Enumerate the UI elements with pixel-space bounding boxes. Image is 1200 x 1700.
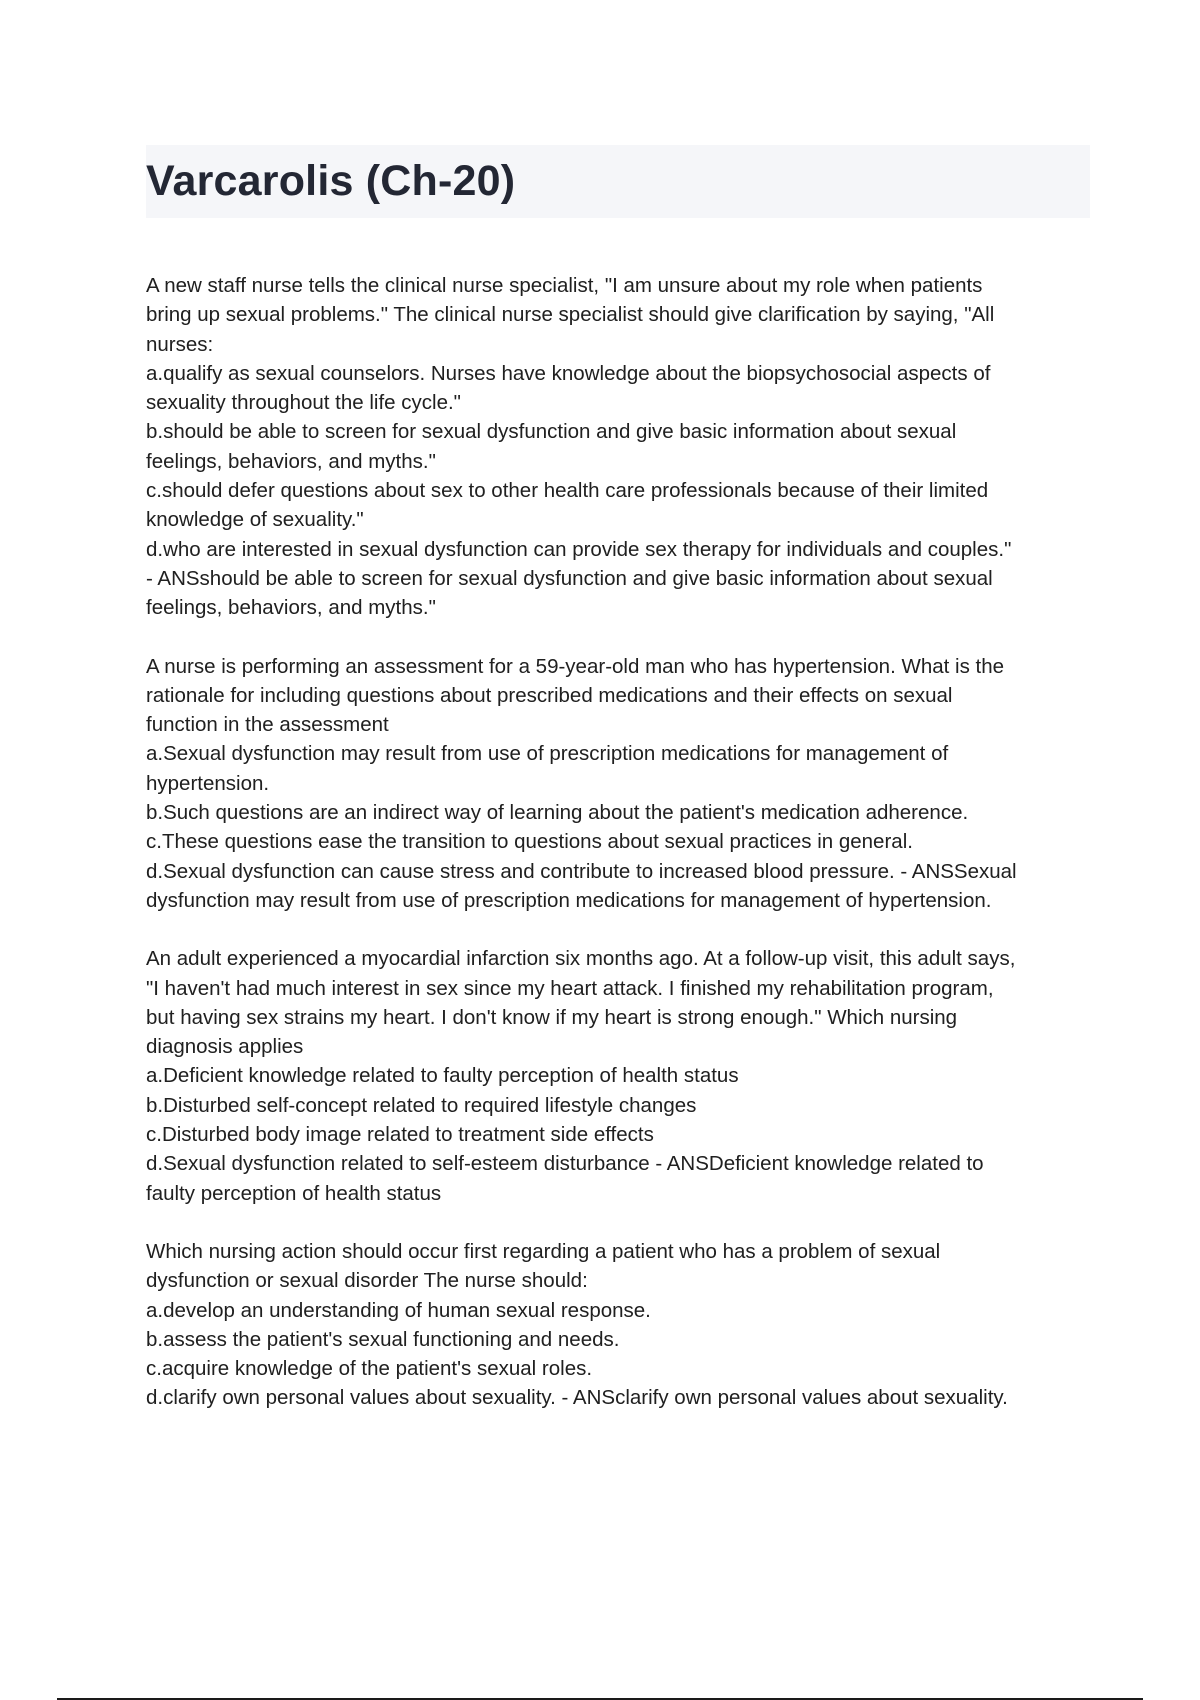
option-line: c.Disturbed body image related to treatment side effects [146,1123,654,1147]
question-line: Which nursing action should occur first regarding a patient who has a problem of sexual [146,1239,941,1263]
option-line: a.qualify as sexual counselors. Nurses have knowledge about the biopsychosocial aspects of [146,361,991,385]
title-banner [146,145,1090,218]
option-line: b.Disturbed self-concept related to required lifestyle changes [146,1093,697,1117]
question-line: bring up sexual problems." The clinical nurse specialist should give clarification by saying, "All [146,303,995,327]
option-line: d.who are interested in sexual dysfunction can provide sex therapy for individuals and couples." [146,537,1012,561]
question-line: dysfunction or sexual disorder The nurse should: [146,1269,588,1293]
question-line: rationale for including questions about prescribed medications and their effects on sexual [146,683,953,707]
option-line: hypertension. [146,771,270,795]
answer-line: dysfunction may result from use of prescription medications for management of hypertension. [146,888,992,912]
answer-line: - ANSshould be able to screen for sexual dysfunction and give basic information about sexual [146,566,993,590]
option-line: b.should be able to screen for sexual dysfunction and give basic information about sexual [146,420,957,444]
option-line: c.acquire knowledge of the patient's sexual roles. [146,1357,593,1381]
option-line: b.assess the patient's sexual functioning and needs. [146,1327,620,1351]
question-line: An adult experienced a myocardial infarction six months ago. At a follow-up visit, this adult says, [146,947,1016,971]
option-line: a.Deficient knowledge related to faulty perception of health status [146,1064,739,1088]
question-block [146,652,1096,916]
option-line: sexuality throughout the life cycle." [146,391,461,415]
question-line: "I haven't had much interest in sex since my heart attack. I finished my rehabilitation program, [146,976,994,1000]
option-line: d.Sexual dysfunction related to self-esteem disturbance - ANSDeficient knowledge related to [146,1152,984,1176]
answer-line: feelings, behaviors, and myths." [146,596,436,620]
option-line: d.Sexual dysfunction can cause stress and contribute to increased blood pressure. - ANSSexual [146,859,1017,883]
option-line: a.Sexual dysfunction may result from use of prescription medications for management of [146,742,949,766]
question-line: but having sex strains my heart. I don't know if my heart is strong enough." Which nursing [146,1005,958,1029]
option-line: c.should defer questions about sex to other health care professionals because of their limited [146,479,989,503]
option-line: c.These questions ease the transition to questions about sexual practices in general. [146,830,913,854]
question-line: A nurse is performing an assessment for a 59-year-old man who has hypertension. What is the [146,654,1005,678]
question-line: A new staff nurse tells the clinical nurse specialist, "I am unsure about my role when patients [146,274,983,297]
question-list [146,271,1096,1442]
answer-line: faulty perception of health status [146,1181,442,1205]
page-title: Varcarolis (Ch-20) [146,157,516,205]
question-block [146,1237,1096,1413]
question-block [146,271,1096,623]
option-line: a.develop an understanding of human sexual response. [146,1298,651,1322]
option-line: knowledge of sexuality." [146,508,364,532]
question-line: diagnosis applies [146,1035,304,1059]
question-line: function in the assessment [146,713,389,737]
option-line: feelings, behaviors, and myths." [146,449,436,473]
option-line: d.clarify own personal values about sexuality. - ANSclarify own personal values about sexuality. [146,1386,1008,1410]
option-line: b.Such questions are an indirect way of learning about the patient's medication adherence. [146,801,969,825]
question-block [146,944,1096,1208]
question-line: nurses: [146,332,214,356]
